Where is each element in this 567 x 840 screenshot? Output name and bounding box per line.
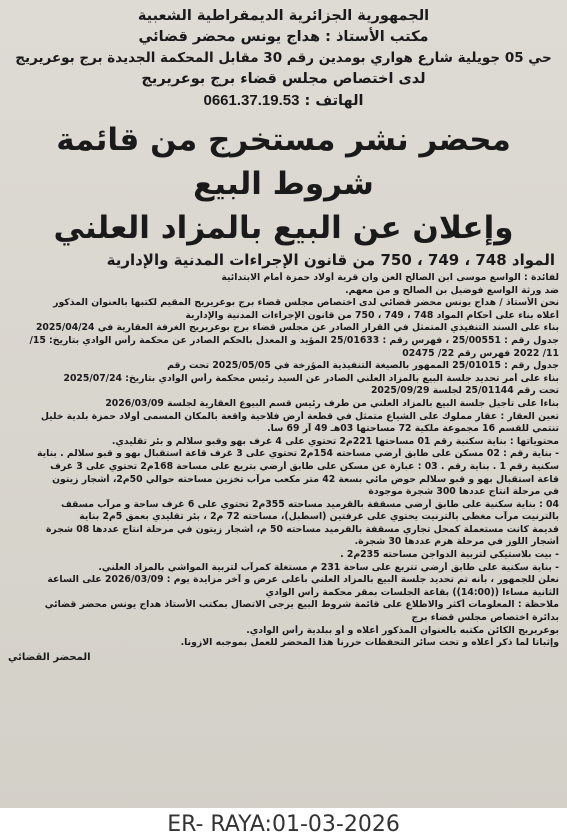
body-line: لفائدة : الواسع موسى ابن الصالح العن وان قرية أولاد حمزة أمام الابتدائية <box>221 272 559 283</box>
body-line: - بيت بلاستيكي لتربية الدواجن مساحته 235م2 . <box>340 549 559 561</box>
body-line: الثانية مساءا ((14:00)) بقاعة الجلسات بمقر محكمة رأس الوادي <box>265 586 559 598</box>
republic-line: الجمهورية الجزائرية الديمقراطية الشعبية <box>137 8 430 24</box>
body-line: - بناية سكنية على طابق أرضي تتربع على ساحة 231 م مستغلة كمرآب لتربية المواشي بالمزاد العلني. <box>98 561 559 573</box>
body-line: 04 : بناية سكنية على طابق أرضي مسقفة بالقرميد مساحته 355م2 تحتوي على 6 غرف ساحة و مرآب مسقف <box>60 498 559 510</box>
body-line: سكنية رقم 1 . بناية رقم . 03 : عبارة عن مسكن على طابق أرضي بتريع على مساحة 168م2 تحتوي على 3 غرف <box>50 460 559 472</box>
body-line: ملاحظة : المعلومات أكثر والاطلاع على قائمة شروط البيع يرجى الاتصال بمكتب الأستاذ هداج يونس محضر قضائي <box>44 599 559 611</box>
body-line: في مرحلة انتاج عددها 300 شجرة موجودة <box>368 486 559 498</box>
body-line: محتوياتها : بناية سكنية رقم 01 مساحتها 221م2 تحتوي على 4 غرف بهو وقبو سلالم و بئر تقليدي. <box>111 435 559 447</box>
notice-title: محضر نشر مستخرج من قائمة شروط البيع <box>56 122 511 202</box>
body-line: بناءا على تأجيل جلسة البيع بالمزاد العلني من طرف رئيس قسم البيوع العقارية لجلسة 2026/03/09 <box>105 397 559 409</box>
bailiff-signature: المحضر القضائي <box>8 651 91 663</box>
phone-line <box>8 90 559 112</box>
notice-subtitle: وإعلان عن البيع بالمزاد العلني <box>53 210 514 246</box>
body-line: جدول رقم : 25/01015 الممهور بالصيغة التنفيذية المؤرخة في 2025/05/05 تحت رقم <box>167 360 559 372</box>
body-line: بناء على أمر تحديد جلسة البيع بالمزاد العلني الصادر عن السيد رئيس محكمة رأس الوادي بتاريخ: 2025/07/24 <box>63 372 559 384</box>
jurisdiction-line: لدى اختصاص مجلس قضاء برج بوعريريج <box>141 71 426 87</box>
body-line: ضد ورثة الواسع فوضيل بن الصالح و من معهم. <box>345 284 559 296</box>
address-line: حي 05 جويلية شارع هواري بومدين رقم 30 مقابل المحكمة الجديدة برج بوعريريج <box>15 50 552 66</box>
phone-number: 0661.37.19.53 <box>203 92 300 109</box>
body-line: بناء على السند التنفيذي المتمثل في القرار الصادر عن مجلس قضاء برج بوعريريج الغرفة العقارية في 2025/04/24 <box>35 322 559 334</box>
office-line: مكتب الأستاذ : هداج يونس محضر قضائي <box>138 29 429 45</box>
body-line: بوعريريج الكائن مكتبه بالعنوان المذكور أعلاه و أو ببلدية رأس الوادي. <box>246 624 559 636</box>
body-line: وإثباتا لما ذكر أعلاه و تحت سائر التحفظات حررنا هذا المحضر للعمل بموجبه الازونا. <box>180 637 559 649</box>
body-line: أشجار اللوز في مرحلة هرم عددها 30 شجرة. <box>354 536 559 548</box>
body-line: أعلاه بناء على أحكام المواد 748 ، 749 ، 750 من قانون الإجراءات المدنية والإدارية <box>185 309 559 321</box>
body-line: قديمة كانت مستعملة كمحل تجاري مسقفة بالقرميد مساحته 50 م، أشجار زيتون في مرحلة انتاج عددها 08 شجرة <box>45 523 559 535</box>
body-line: - بناية رقم : 02 مسكن على طابق أرضي مساحته 154م2 تحتوي على 3 غرف قاعة استقبال بهو و قبو سلالم . بناية <box>37 448 559 460</box>
notice-body <box>8 272 559 650</box>
body-line: قاعة استقبال بهو و قبو سلالم حوض مائي بسعة 42 متر مكعب مرآب تخزين مساحته حوالي 50م2، أشجار زيتون <box>52 473 559 485</box>
body-line: تعين العقار : عقار مملوك على الشياع متمثل في قطعة أرض فلاحية واقعة بالمكان المسمى أولاد حمزة بلدية خليل <box>40 410 559 422</box>
newspaper-reference: ER- RAYA:01-03-2026 <box>0 808 567 840</box>
body-line: جدول رقم : 25/00551 ، فهرس رقم : 25/01633 المؤيد و المعدل بالحكم الصادر عن محكمة رأس الوادي بتاريخ: 15/ <box>29 334 559 346</box>
phone-label: الهاتف : <box>304 93 364 109</box>
body-line: بدائرة اختصاص مجلس قضاء برج <box>411 612 559 624</box>
body-line: نحن الأستاذ / هداج يونس محضر قضائي لدى اختصاص مجلس قضاء برج بوعريريج المقيم لكتبها بالعنوان المذكور <box>53 297 559 309</box>
articles-line: المواد 748 ، 749 ، 750 من قانون الإجراءات المدنية والإدارية <box>106 251 555 269</box>
body-line: نعلن للجمهور ، بأنه تم تحديد جلسة البيع بالمزاد العلني بأعلى عرض و آخر مزايدة يوم : 2026/03/09 على الساعة <box>47 574 559 586</box>
body-line: تحت رقم 25/01144 لجلسة 2025/09/29 <box>370 385 559 397</box>
body-line: تنتمي للقسم 16 مجموعة ملكية 72 مساحتها 03هـ 49 آر 69 سا. <box>267 423 559 435</box>
body-line: بالترنيت مرآب مغطى بالترنيت يحتوي على غرفتين (اسطبل)، مساحته 72 م2 ، بئر تقليدي بعمق 5م2 بناية <box>79 511 559 523</box>
notice-header <box>8 6 559 112</box>
body-line: 11/ 2022 فهرس رقم 22/ 02475 <box>402 347 559 359</box>
